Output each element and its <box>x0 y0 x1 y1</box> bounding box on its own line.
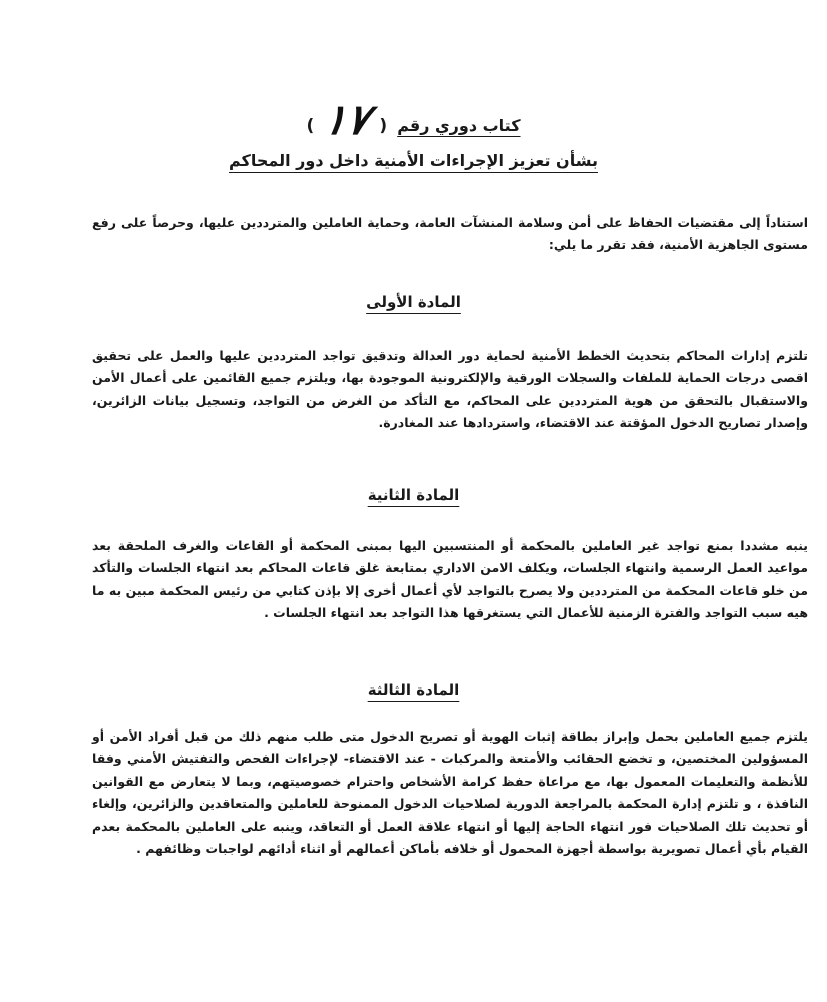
article-3-body: يلتزم جميع العاملين بحمل وإبراز بطاقة إثبات الهوية أو تصريح الدخول متى طلب منهم ذلك من قبل أفراد الأمن أو المسؤولين المختصين، و تخضع الحقائب والأمتعة والمركبات - عند الاقتضاء- لإجراءات الفحص والتفتيش الأمني وفقا للأنظمة والتعليمات المعمول بها، مع مراعاة حفظ كرامة الأشخاص واحترام خصوصيتهم، وبما لا يتعارض مع القوانين النافذة ، و تلتزم إدارة المحكمة بالمراجعة الدورية لصلاحيات الدخول الممنوحة للعاملين والمتعاقدين والزائرين، وإلغاء أو تحديث تلك الصلاحيات فور انتهاء الحاجة إليها أو انتهاء علاقة العمل أو التعاقد، وينبه على العاملين بالمحكمة بعدم القيام بأي أعمال تصويرية بواسطة أجهزة المحمول أو خلافه بأماكن أعمالهم أو اثناء أدائهم لواجبات وظائفهم . <box>92 729 808 857</box>
close-parenthesis: ) <box>306 116 315 136</box>
circular-title: كتاب دوري رقم <box>397 116 521 135</box>
article-2-body: ينبه مشددا بمنع تواجد غير العاملين بالمحكمة أو المنتسبين اليها بمبنى المحكمة أو القاعات والغرف الملحقة بعد مواعيد العمل الرسمية وانتهاء الجلسات، ويكلف الامن الاداري بمتابعة غلق قاعات المحاكم بعد انتهاء الجلسات والتأكد من خلو قاعات المحكمة من المترددين ولا يصرح بالتواجد لأي أعمال أخرى إلا بإذن كتابي من رئيس المحكمة مبين به ما هيه سبب التواجد والفترة الزمنية للأعمال التي يستغرقها هذا التواجد بعد انتهاء الجلسات . <box>92 538 808 621</box>
article-1-body: تلتزم إدارات المحاكم بتحديث الخطط الأمنية لحماية دور العدالة وتدقيق تواجد المترددين عليها والعمل على تحقيق اقصى درجات الحماية للملفات والسجلات الورقية والإلكترونية الموجودة بها، ويلتزم جميع القائمين على أعمال الأمن والاستقبال بالتحقق من هوية المترددين على المحاكم، مع التأكد من الغرض من التواجد، وتسجيل بيانات الزائرين، وإصدار تصاريح الدخول المؤقتة عند الاقتضاء، واستردادها عند المغادرة. <box>92 348 808 431</box>
circular-number-handwritten: ١٧ <box>320 95 374 144</box>
article-1-title: المادة الأولى <box>366 293 461 311</box>
article-3-title: المادة الثالثة <box>367 681 460 699</box>
circular-header <box>0 95 827 144</box>
article-2-title: المادة الثانية <box>367 486 460 504</box>
open-parenthesis: ( <box>379 116 388 136</box>
intro-paragraph: استناداً إلى مقتضيات الحفاظ على أمن وسلامة المنشآت العامة، وحماية العاملين والمترددين عليها، وحرصاً على رفع مستوى الجاهزية الأمنية، فقد تقرر ما يلي: <box>92 215 808 253</box>
circular-subject: بشأن تعزيز الإجراءات الأمنية داخل دور المحاكم <box>229 151 598 170</box>
